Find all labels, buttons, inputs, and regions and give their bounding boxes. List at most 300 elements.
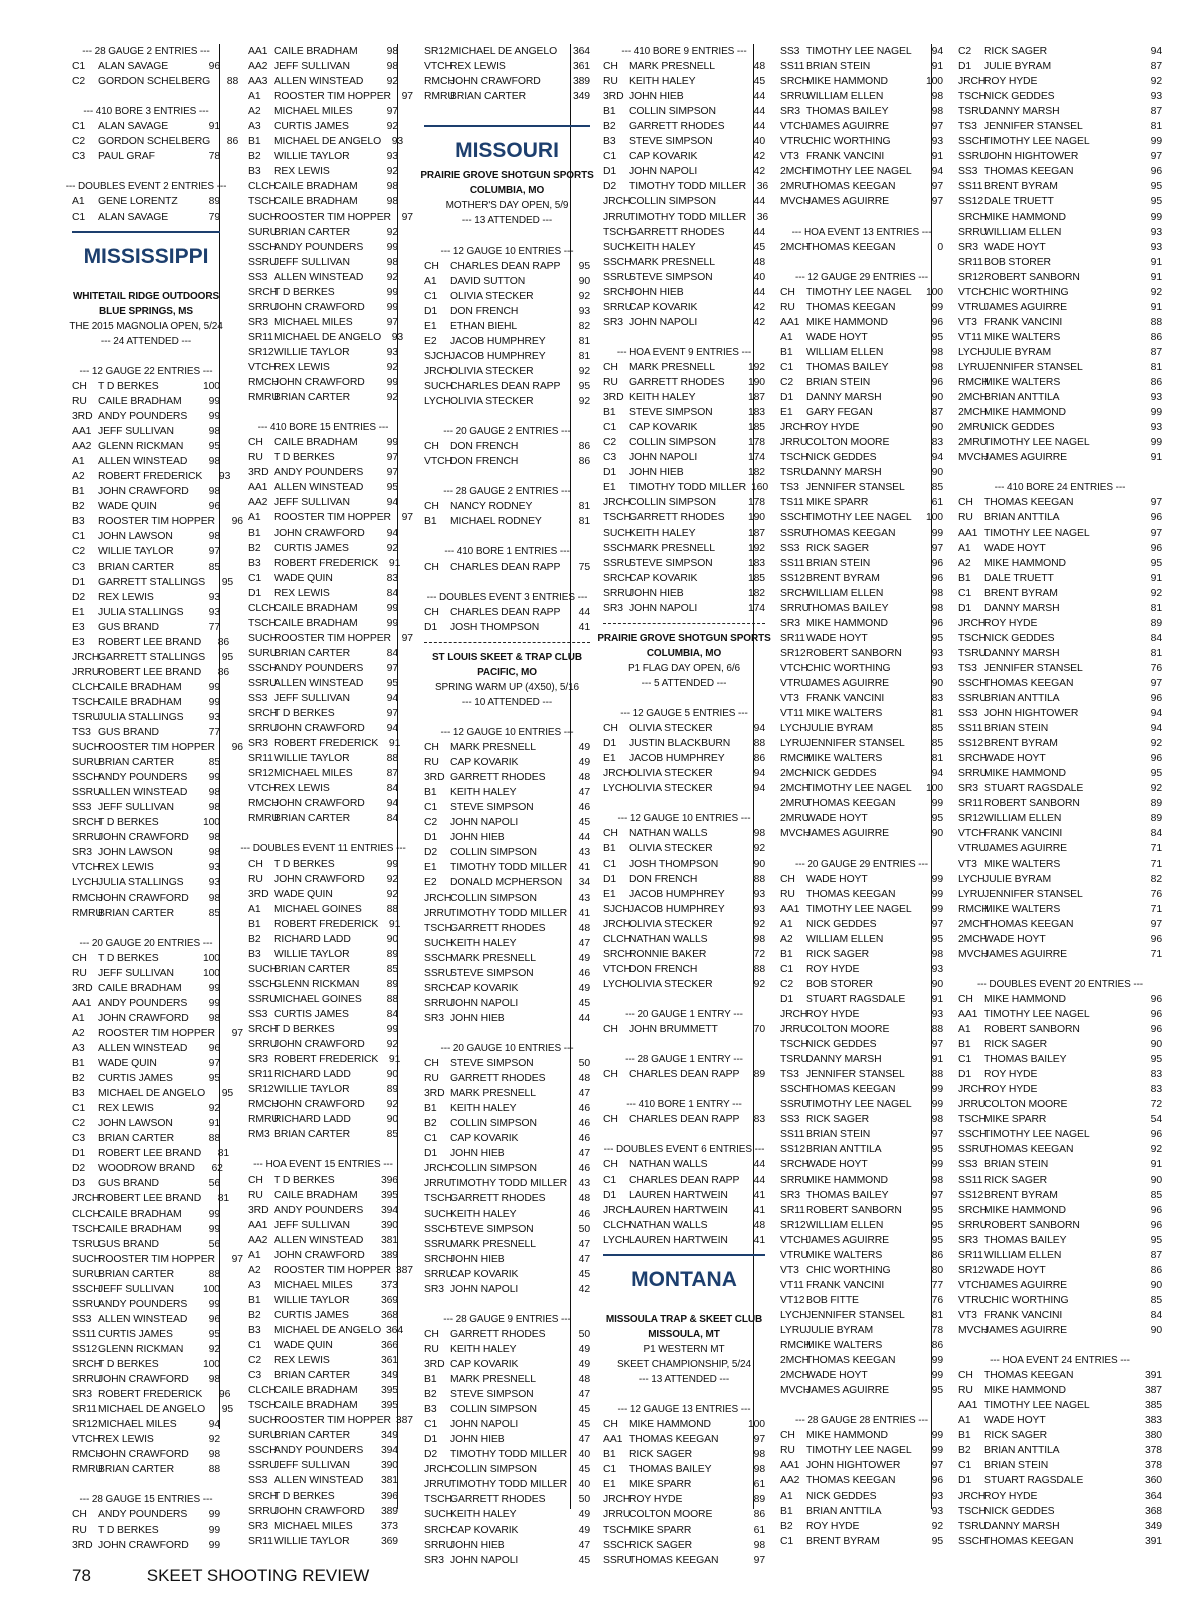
result-row: [958, 1504, 1162, 1519]
place-code: SS3: [248, 693, 268, 705]
place-code: B1: [248, 136, 261, 148]
place-code: SSCH: [780, 1084, 809, 1096]
shooter-name: CAILE BRADHAM: [274, 46, 358, 57]
score: 98: [208, 486, 220, 498]
place-code: SR3: [72, 847, 92, 859]
place-code: 2MCH: [780, 166, 810, 178]
score: 99: [1150, 407, 1162, 419]
score: 71: [1150, 843, 1162, 855]
shooter-name: THOMAS KEEGAN: [806, 1475, 896, 1487]
result-row: [248, 1443, 398, 1458]
place-code: AA1: [780, 316, 800, 328]
score: 92: [386, 361, 398, 373]
shooter-name: RICK SAGER: [806, 542, 870, 554]
score: 94: [386, 798, 398, 810]
score: 90: [1150, 1039, 1162, 1051]
score: 96: [1150, 1024, 1162, 1036]
score: 97: [401, 211, 413, 223]
shooter-name: TIMOTHY TODD MILLER: [450, 907, 568, 919]
score: 36: [756, 211, 769, 223]
shooter-name: DANNY MARSH: [984, 647, 1060, 659]
result-row: [72, 605, 220, 620]
score: 48: [578, 1374, 590, 1386]
shooter-name: T D BERKES: [274, 1174, 335, 1186]
score: 48: [578, 922, 590, 934]
score: 42: [753, 301, 765, 313]
section-rule: [424, 119, 590, 134]
result-row: [72, 800, 220, 815]
score: 96: [1150, 933, 1162, 945]
result-row: [958, 104, 1162, 119]
shooter-name: MIKE HAMMOND: [984, 557, 1066, 569]
score: 87: [1150, 1249, 1162, 1261]
result-row: [603, 781, 765, 796]
result-row: [958, 992, 1162, 1007]
shooter-name: ROY HYDE: [984, 617, 1038, 629]
score: 97: [1150, 151, 1162, 163]
place-code: SRRU: [958, 226, 988, 238]
shooter-name: ANDY POUNDERS: [274, 662, 364, 674]
result-row: [72, 424, 220, 439]
shooter-name: CHIC WORTHING: [984, 1294, 1069, 1306]
shooter-name: TIMOTHY TODD MILLER: [450, 862, 568, 874]
result-row: [958, 751, 1162, 766]
score: 41: [753, 1204, 765, 1216]
shooter-name: FRANK VANCINI: [984, 1309, 1063, 1321]
shooter-name: T D BERKES: [98, 817, 159, 829]
score: 90: [753, 858, 765, 870]
place-code: SS3: [248, 1009, 268, 1020]
result-row: [603, 194, 765, 209]
place-code: TSCH: [248, 617, 276, 629]
result-row: [248, 1323, 404, 1338]
score: 88: [1150, 316, 1162, 328]
score: 160: [751, 482, 769, 494]
score: 99: [931, 888, 943, 900]
place-code: SR3: [780, 106, 800, 118]
shooter-name: JENNIFER STANSEL: [806, 1069, 905, 1081]
score: 92: [208, 1343, 220, 1355]
place-code: SSRU: [72, 1298, 101, 1310]
place-code: RMCH: [424, 76, 455, 88]
score: 93: [931, 647, 943, 659]
score: 185: [747, 422, 765, 434]
score: 72: [1150, 1099, 1162, 1111]
place-code: JRCH: [958, 1084, 986, 1096]
shooter-name: JULIE BYRAM: [806, 1324, 874, 1336]
place-code: TSCH: [424, 922, 452, 934]
result-row: [780, 691, 943, 706]
score: 349: [1144, 1520, 1162, 1532]
score: 182: [747, 467, 765, 479]
score: 86: [578, 456, 590, 468]
score: 85: [208, 907, 220, 919]
result-row: [780, 240, 943, 255]
score: 80: [931, 1264, 943, 1276]
place-code: JRRU: [603, 211, 631, 223]
club-info: COLUMBIA, MO: [469, 185, 545, 197]
result-row: [603, 270, 765, 285]
place-code: C2: [248, 1355, 262, 1367]
place-code: SRRU: [424, 1268, 454, 1280]
shooter-name: CHARLES DEAN RAPP: [450, 606, 561, 618]
place-code: B1: [424, 1374, 437, 1386]
result-row: [780, 1308, 943, 1323]
shooter-name: MICHAEL MILES: [98, 1419, 177, 1431]
result-row: [603, 857, 765, 872]
result-row: [248, 556, 401, 571]
shooter-name: JULIE BYRAM: [984, 873, 1052, 885]
score: 42: [753, 316, 765, 328]
score: 76: [931, 1294, 943, 1306]
shooter-name: JULIE BYRAM: [984, 346, 1052, 358]
score: 88: [386, 993, 398, 1005]
shooter-name: BRIAN ANTTILA: [984, 1445, 1060, 1457]
shooter-name: ROOSTER TIM HOPPER: [274, 1264, 391, 1276]
place-code: SR11: [248, 1535, 273, 1547]
shooter-name: JOHN HIEB: [450, 1539, 505, 1551]
place-code: CH: [72, 380, 87, 392]
result-row: [248, 1037, 398, 1052]
score: 95: [221, 576, 234, 588]
shooter-name: ROOSTER TIM HOPPER: [98, 742, 215, 754]
shooter-name: JEFF SULLIVAN: [274, 61, 350, 73]
score: 99: [931, 1084, 943, 1096]
place-code: SR12: [958, 1264, 984, 1276]
result-row: [248, 450, 398, 465]
place-code: SRRU: [603, 587, 633, 599]
result-row: [780, 44, 943, 59]
shooter-name: BRENT BYRAM: [984, 181, 1058, 193]
score: 96: [931, 316, 943, 328]
shooter-name: TIMOTHY TODD MILLER: [450, 1178, 568, 1190]
shooter-name: T D BERKES: [98, 1524, 159, 1536]
place-code: VT3: [958, 1309, 977, 1321]
result-row: [780, 962, 943, 977]
score: 361: [380, 1355, 398, 1367]
shooter-name: ALAN SAVAGE: [98, 121, 169, 133]
result-row: [603, 240, 765, 255]
shooter-name: TIMOTHY LEE NAGEL: [806, 783, 912, 795]
shooter-name: MARK PRESNELL: [450, 952, 536, 964]
score: 85: [386, 963, 398, 975]
score: 85: [208, 757, 220, 769]
result-row: [958, 676, 1162, 691]
place-code: B1: [424, 787, 437, 799]
result-row: [424, 514, 590, 529]
result-row: [248, 179, 398, 194]
place-code: D1: [958, 1475, 972, 1487]
column-1: [65, 44, 243, 1553]
score: 97: [931, 1039, 943, 1051]
result-row: [780, 480, 943, 495]
result-row: [603, 149, 765, 164]
place-code: CH: [424, 561, 439, 573]
result-row: [780, 1338, 943, 1353]
place-code: TS11: [780, 497, 804, 509]
place-code: VTCH: [958, 1279, 986, 1291]
score: 190: [747, 512, 765, 524]
place-code: E1: [780, 407, 793, 419]
place-code: CLCH: [72, 681, 100, 693]
score: 369: [380, 1294, 398, 1306]
place-code: SSCH: [72, 1283, 101, 1295]
score: 89: [386, 978, 398, 990]
result-row: [603, 736, 765, 751]
score: 87: [386, 768, 398, 780]
score: 96: [931, 572, 943, 584]
result-row: [72, 906, 220, 921]
score: 77: [208, 727, 220, 739]
score: 44: [753, 1174, 765, 1186]
shooter-name: ANDY POUNDERS: [274, 1204, 364, 1216]
result-row: [424, 89, 590, 104]
result-row: [958, 315, 1162, 330]
shooter-name: WILLIE TAYLOR: [274, 948, 350, 960]
event-header: --- 28 GAUGE 28 ENTRIES ---: [795, 1415, 928, 1427]
place-code: B1: [72, 486, 85, 498]
place-code: A1: [958, 1024, 971, 1036]
shooter-name: THOMAS BAILEY: [806, 602, 889, 614]
score: 98: [208, 892, 220, 904]
shooter-name: CURTIS JAMES: [274, 1309, 349, 1321]
result-row: [958, 89, 1162, 104]
score: 93: [931, 1505, 943, 1517]
place-code: TSRU: [958, 1520, 986, 1532]
event-header: --- 410 BORE 15 ENTRIES ---: [257, 422, 389, 434]
score: 96: [931, 377, 943, 389]
result-row: [780, 796, 943, 811]
place-code: TSCH: [248, 1400, 276, 1412]
shooter-name: BRIAN STEIN: [806, 377, 871, 389]
result-row: [72, 484, 220, 499]
place-code: SR3: [424, 1554, 444, 1566]
score: 185: [747, 572, 765, 584]
shooter-name: JOHN CRAWFORD: [98, 1374, 189, 1386]
place-code: TSCH: [958, 91, 986, 103]
shooter-name: ROY HYDE: [806, 1520, 860, 1532]
shooter-name: JACOB HUMPHREY: [629, 753, 725, 765]
place-code: C2: [780, 978, 794, 990]
shooter-name: WADE QUIN: [274, 572, 333, 584]
shooter-name: ROY HYDE: [984, 1069, 1038, 1081]
score: 95: [931, 1144, 943, 1156]
place-code: VTCH: [72, 1434, 100, 1446]
shooter-name: FRANK VANCINI: [984, 316, 1063, 328]
shooter-name: GUS BRAND: [98, 1238, 159, 1250]
result-row: [424, 1071, 590, 1086]
score: 92: [386, 121, 398, 133]
score: 83: [753, 1114, 765, 1126]
place-code: SRRU: [603, 301, 633, 313]
score: 85: [931, 482, 943, 494]
place-code: B2: [248, 542, 261, 554]
place-code: SS12: [72, 1343, 98, 1355]
place-code: B1: [248, 1294, 261, 1306]
result-row: [958, 1248, 1162, 1263]
result-row: [603, 932, 765, 947]
score: 78: [208, 151, 220, 163]
place-code: SUCH: [424, 380, 454, 392]
score: 93: [753, 903, 765, 915]
result-row: [72, 560, 220, 575]
place-code: VTCH: [780, 662, 808, 674]
result-row: [603, 571, 765, 586]
place-code: SUCH: [248, 211, 278, 223]
shooter-name: NATHAN WALLS: [629, 933, 708, 945]
place-code: C3: [603, 452, 617, 464]
result-row: [248, 586, 398, 601]
result-row: [72, 1342, 220, 1357]
result-row: [248, 255, 398, 270]
shooter-name: WADE HOYT: [806, 331, 868, 343]
score: 174: [747, 602, 765, 614]
place-code: E3: [72, 636, 85, 648]
shooter-name: JAMES AGUIRRE: [806, 828, 889, 840]
result-row: [780, 721, 943, 736]
place-code: C1: [72, 211, 86, 223]
place-code: A2: [248, 106, 261, 118]
score: 70: [753, 1024, 765, 1036]
club-info: ST LOUIS SKEET & TRAP CLUB: [431, 651, 582, 663]
shooter-name: DALE TRUETT: [984, 572, 1054, 584]
event-header: --- 28 GAUGE 9 ENTRIES ---: [443, 1313, 571, 1325]
score: 93: [931, 662, 943, 674]
place-code: D1: [424, 305, 438, 317]
result-row: [248, 1278, 398, 1293]
result-row: [72, 514, 243, 529]
result-row: [248, 1504, 398, 1519]
shooter-name: MIKE HAMMOND: [984, 768, 1066, 780]
result-row: [780, 1188, 943, 1203]
place-code: MVCH: [958, 452, 989, 464]
result-row: [603, 179, 769, 194]
result-row: [780, 977, 943, 992]
place-code: A1: [248, 1249, 261, 1261]
shooter-name: MARK PRESNELL: [629, 256, 715, 268]
result-row: [958, 270, 1162, 285]
score: 92: [931, 1520, 943, 1532]
place-code: A2: [72, 471, 85, 483]
score: 83: [386, 572, 398, 584]
score: 44: [753, 121, 765, 133]
result-row: [780, 571, 943, 586]
score: 98: [208, 456, 220, 468]
result-row: [424, 1372, 590, 1387]
result-row: [72, 1176, 220, 1191]
shooter-name: GARRETT STALLINGS: [98, 576, 206, 588]
result-row: [248, 962, 398, 977]
score: 96: [1150, 1009, 1162, 1020]
score: 98: [931, 91, 943, 103]
place-code: JRCH: [780, 422, 808, 434]
result-row: [424, 605, 590, 620]
place-code: C1: [780, 1535, 794, 1547]
place-code: SS12: [958, 1189, 984, 1201]
place-code: 3RD: [248, 1204, 269, 1216]
result-row: [603, 586, 765, 601]
shooter-name: ALLEN WINSTEAD: [274, 271, 364, 283]
place-code: RMCH: [248, 377, 279, 389]
shooter-name: MIKE WALTERS: [806, 708, 883, 720]
result-row: [958, 811, 1162, 826]
result-row: [248, 1519, 398, 1534]
place-code: SSCH: [248, 662, 277, 674]
result-row: [958, 74, 1162, 89]
score: 93: [208, 606, 220, 618]
shooter-name: JOHN NAPOLI: [629, 316, 698, 328]
place-code: B1: [424, 516, 437, 528]
shooter-name: BRIAN ANTTILA: [806, 1505, 882, 1517]
shooter-name: ROOSTER TIM HOPPER: [274, 91, 391, 103]
shooter-name: ALLEN WINSTEAD: [98, 1043, 188, 1054]
shooter-name: THOMAS KEEGAN: [806, 1355, 896, 1367]
place-code: RMRU: [72, 907, 103, 919]
score: 100: [202, 967, 220, 979]
place-code: CLCH: [603, 1219, 631, 1231]
shooter-name: THOMAS BAILEY: [984, 1054, 1067, 1066]
score: 92: [208, 1434, 220, 1446]
score: 44: [753, 286, 765, 298]
place-code: TS3: [958, 662, 977, 674]
score: 61: [753, 1479, 765, 1491]
score: 45: [578, 997, 590, 1009]
result-row: [603, 872, 765, 887]
place-code: TSRU: [780, 467, 808, 479]
event-header: --- 28 GAUGE 2 ENTRIES ---: [443, 486, 571, 498]
shooter-name: STEVE SIMPSON: [450, 1389, 534, 1401]
result-row: [424, 1161, 590, 1176]
score: 84: [386, 813, 398, 825]
result-row: [780, 917, 943, 932]
shooter-name: BRENT BYRAM: [984, 587, 1058, 599]
shooter-name: BRIAN STEIN: [806, 557, 871, 569]
result-row: [424, 1492, 590, 1507]
score: 96: [931, 557, 943, 569]
place-code: SR3: [958, 1234, 978, 1246]
score: 56: [208, 1238, 220, 1250]
place-code: 3RD: [603, 91, 624, 103]
shooter-name: GUS BRAND: [98, 727, 159, 739]
place-code: SR12: [958, 813, 984, 825]
place-code: 3RD: [424, 1358, 445, 1370]
result-row: [603, 1462, 765, 1477]
result-row: [603, 1538, 765, 1553]
shooter-name: TIMOTHY TODD MILLER: [629, 211, 747, 223]
place-code: E1: [603, 482, 616, 494]
result-row: [958, 1067, 1162, 1082]
shooter-name: NATHAN WALLS: [629, 1159, 708, 1171]
result-row: [72, 725, 220, 740]
place-code: D1: [780, 392, 794, 404]
score: 94: [931, 452, 943, 464]
result-row: [72, 1312, 220, 1327]
shooter-name: RICK SAGER: [806, 948, 870, 960]
score: 98: [208, 802, 220, 814]
event-header: --- DOUBLES EVENT 2 ENTRIES ---: [65, 181, 227, 193]
result-row: [248, 164, 398, 179]
score: 92: [1150, 76, 1162, 88]
score: 48: [753, 61, 765, 73]
shooter-name: WILLIE TAYLOR: [98, 546, 174, 558]
shooter-name: MIKE WALTERS: [806, 753, 883, 765]
shooter-name: JOHN CRAWFORD: [274, 723, 365, 735]
shooter-name: MARK PRESNELL: [450, 1374, 536, 1386]
shooter-name: DON FRENCH: [629, 963, 698, 975]
shooter-name: MARK PRESNELL: [450, 1088, 536, 1100]
column-2: [240, 44, 413, 1549]
shooter-name: GARRETT RHODES: [629, 121, 725, 133]
